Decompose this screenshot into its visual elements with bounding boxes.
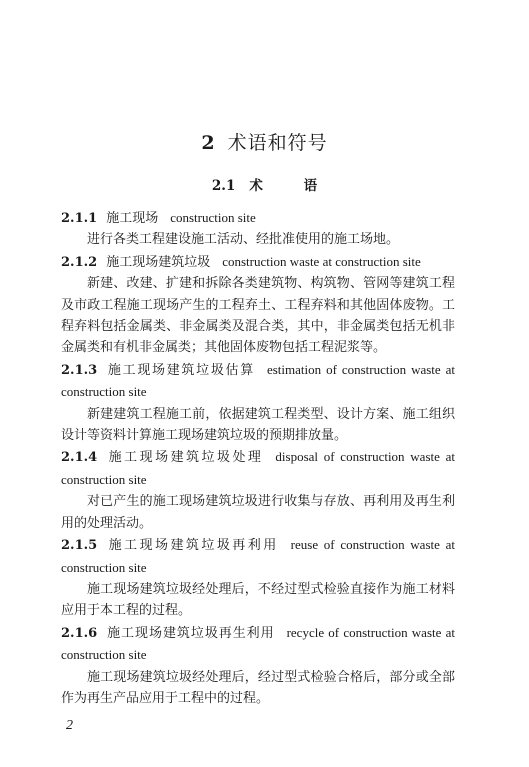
term-name-en: construction site <box>170 210 256 225</box>
term-name-cn: 施工现场建筑垃圾 <box>106 254 211 270</box>
term-number: 2.1.1 <box>61 211 98 226</box>
term-name-cn: 施工现场建筑垃圾再生利用 <box>106 625 275 641</box>
term-heading <box>61 251 455 273</box>
term-name-cn: 施工现场建筑垃圾估算 <box>106 362 255 378</box>
term-heading <box>61 622 455 667</box>
term-name-en: recycle of construction waste at construction site <box>61 624 455 663</box>
term-number: 2.1.3 <box>61 362 98 378</box>
term-entry <box>61 534 455 622</box>
chapter-number: 2 <box>201 132 216 154</box>
term-entry <box>61 251 455 359</box>
term-definition: 新建、改建、扩建和拆除各类建筑物、构筑物、管网等建筑工程及市政工程施工现场产生的工程弃土、工程弃料和其他固体废物。工程弃料包括金属类、非金属类及混合类，其中，非金属类包括无机非金属类和有机非金属类；其他固体废物包括工程泥浆等。 <box>61 276 455 356</box>
term-definition: 施工现场建筑垃圾经处理后，不经过型式检验直接作为施工材料应用于本工程的过程。 <box>61 581 455 619</box>
term-heading <box>61 207 455 229</box>
term-definition: 新建建筑工程施工前，依据建筑工程类型、设计方案、施工组织设计等资料计算施工现场建筑垃圾的预期排放量。 <box>61 406 455 444</box>
section-number: 2.1 <box>211 178 236 194</box>
term-name-cn: 施工现场建筑垃圾处理 <box>106 450 264 466</box>
term-entry <box>61 446 455 534</box>
term-name-en: disposal of construction waste at construction site <box>61 449 455 487</box>
term-entry <box>61 207 455 251</box>
term-entry <box>61 359 455 447</box>
term-number: 2.1.6 <box>61 625 98 641</box>
term-name-cn: 施工现场建筑垃圾再利用 <box>106 538 279 554</box>
chapter-title <box>0 131 529 155</box>
term-definition: 进行各类工程建设施工活动、经批准使用的施工场地。 <box>87 232 400 248</box>
term-number: 2.1.4 <box>61 450 98 466</box>
term-heading <box>61 534 455 579</box>
term-name-en: reuse of construction waste at construction site <box>61 537 455 575</box>
term-heading <box>61 446 455 491</box>
term-name-cn: 施工现场 <box>106 211 159 226</box>
term-definition: 施工现场建筑垃圾经处理后，经过型式检验合格后，部分或全部作为再生产品应用于工程中的过程。 <box>61 669 455 706</box>
terms-list <box>61 207 455 709</box>
section-title-text: 术 语 <box>249 178 336 194</box>
term-number: 2.1.2 <box>61 254 98 270</box>
page-number: 2 <box>66 718 73 733</box>
term-heading <box>61 359 455 404</box>
chapter-title-text: 术语和符号 <box>227 132 328 154</box>
section-title <box>0 177 529 195</box>
term-name-en: estimation of construction waste at construction site <box>61 361 455 400</box>
term-entry <box>61 622 455 710</box>
term-name-en: construction waste at construction site <box>222 253 421 269</box>
term-definition: 对已产生的施工现场建筑垃圾进行收集与存放、再利用及再生利用的处理活动。 <box>61 494 455 531</box>
term-number: 2.1.5 <box>61 538 98 554</box>
